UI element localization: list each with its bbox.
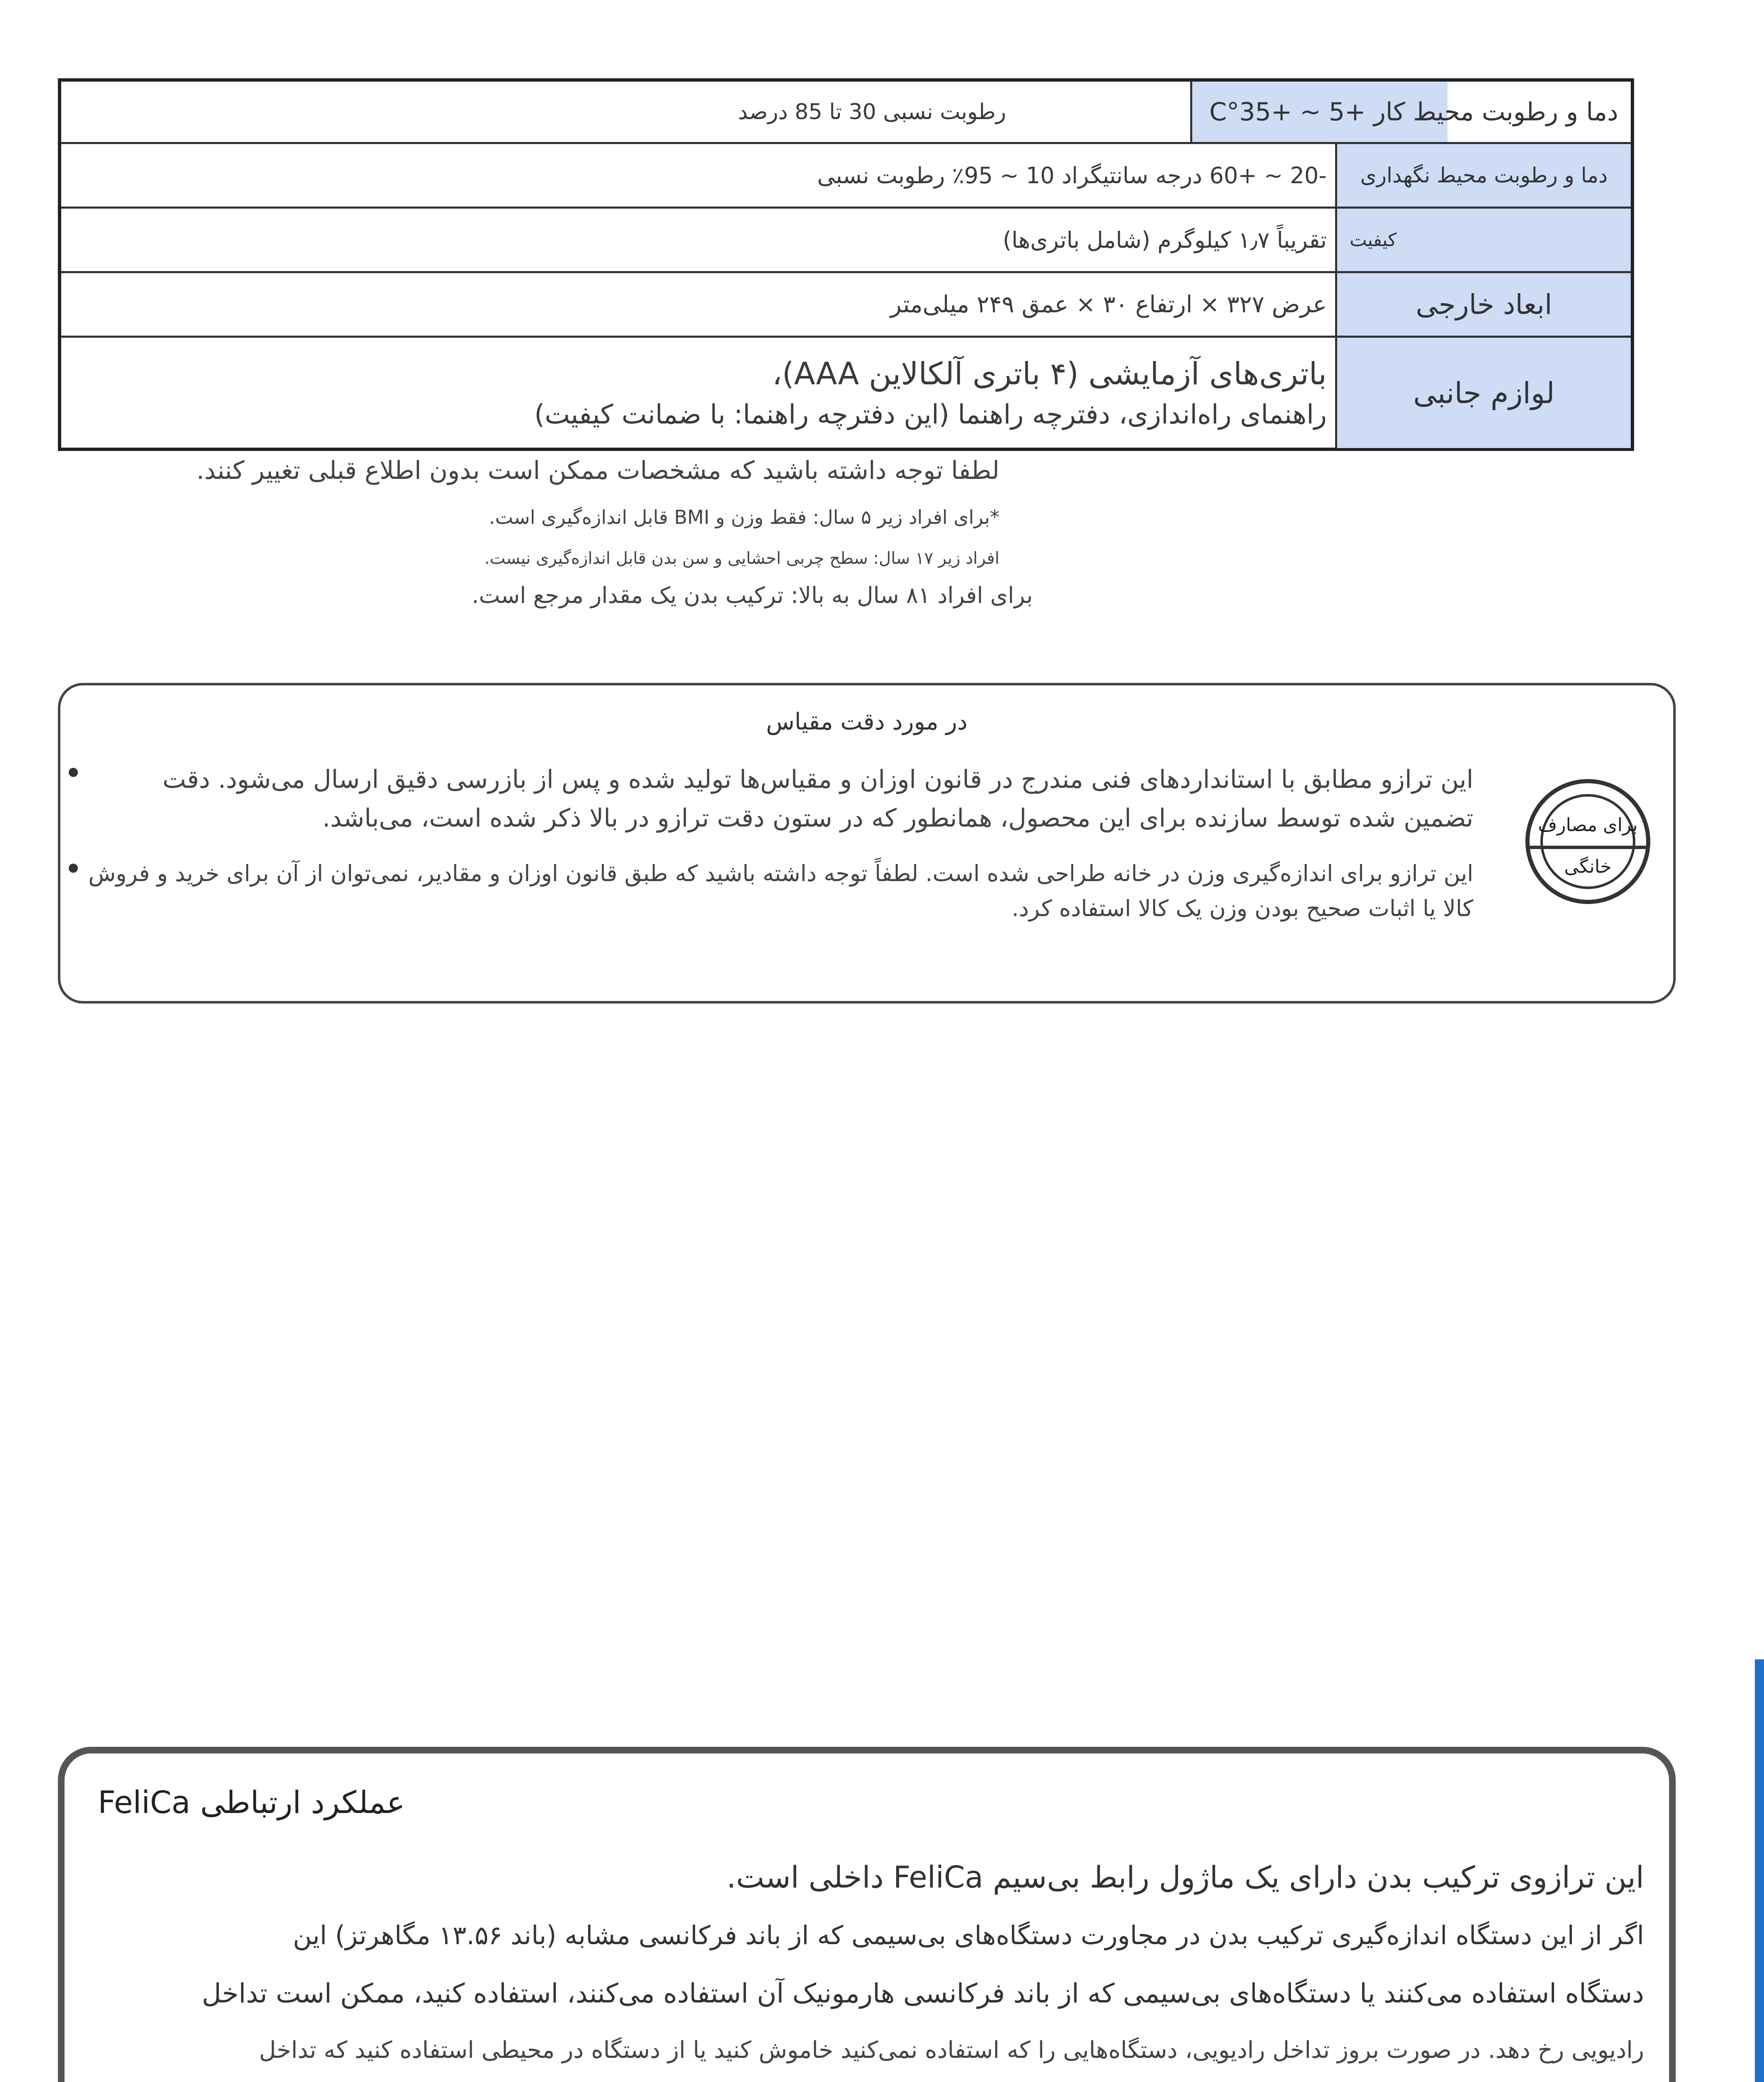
specifications-table xyxy=(58,78,1634,451)
felica-communication-box xyxy=(58,1747,1676,2082)
household-use-seal-icon xyxy=(1525,779,1650,904)
accessories-line-2: راهنمای راه‌اندازی، دفترچه راهنما (این دفترچه راهنما: با ضمانت کیفیت) xyxy=(534,399,1327,430)
felica-text-line: دستگاه استفاده می‌کنند یا دستگاه‌های بی‌سیمی که از باند فرکانسی هارمونیک آن استفاده می‌کنند، استفاده کنید، ممکن است تداخل xyxy=(202,1978,1644,2009)
felica-text-line: این ترازوی ترکیب بدن دارای یک ماژول رابط بی‌سیم FeliCa داخلی است. xyxy=(726,1860,1644,1895)
spec-value-dimensions: عرض ۳۲۷ × ارتفاع ۳۰ × عمق ۲۴۹ میلی‌متر xyxy=(890,291,1327,318)
seal-text-bottom: خانگی xyxy=(1564,856,1612,877)
specification-change-note: لطفا توجه داشته باشید که مشخصات ممکن است بدون اطلاع قبلی تغییر کنند. xyxy=(196,456,999,485)
bullet-icon xyxy=(69,864,78,873)
bullet-icon xyxy=(69,768,78,777)
scale-accuracy-box xyxy=(58,683,1676,1004)
spec-value-weight: تقریباً ۱٫۷ کیلوگرم (شامل باتری‌ها) xyxy=(1002,227,1327,253)
footnote-under-5: *برای افراد زیر ۵ سال: فقط وزن و BMI قابل اندازه‌گیری است. xyxy=(489,506,999,528)
table-row xyxy=(61,273,1631,338)
footnote-over-81: برای افراد ۸۱ سال به بالا: ترکیب بدن یک مقدار مرجع است. xyxy=(471,582,1033,608)
table-row xyxy=(61,144,1631,209)
section-side-bar xyxy=(1755,1659,1764,2082)
felica-text-line: اگر از این دستگاه اندازه‌گیری ترکیب بدن در مجاورت دستگاه‌های بی‌سیمی که از باند فرکانسی مشابه (باند ۱۳.۵۶ مگاهرتز) این xyxy=(293,1920,1644,1950)
household-use-paragraph-text: این ترازو برای اندازه‌گیری وزن در خانه طراحی شده است. لطفاً توجه داشته باشید که طبق قانون اوزان و مقادیر، نمی‌توان از آن برای خرید و فروش کالا یا اثبات صحیح بودن وزن یک کالا استفاده کرد. xyxy=(88,860,1473,921)
household-use-paragraph xyxy=(85,856,1473,926)
footnote-under-17: افراد زیر ۱۷ سال: سطح چربی احشایی و سن بدن قابل اندازه‌گیری نیست. xyxy=(484,549,999,568)
seal-text-top: برای مصارف xyxy=(1538,814,1638,836)
table-row xyxy=(61,338,1631,448)
accuracy-paragraph xyxy=(85,760,1473,838)
scale-accuracy-title: در مورد دقت مقیاس xyxy=(766,708,968,735)
spec-value-operating-environment: رطوبت نسبی 30 تا 85 درصد xyxy=(738,99,1006,125)
table-row xyxy=(61,82,1631,144)
spec-label-accessories: لوازم جانبی xyxy=(1335,338,1631,448)
spec-label-dimensions: ابعاد خارجی xyxy=(1335,273,1631,336)
spec-label-storage-environment: دما و رطوبت محیط نگهداری xyxy=(1335,144,1631,207)
table-row xyxy=(61,209,1631,273)
spec-label-operating-environment: دما و رطوبت محیط کار +5 ~ +35°C xyxy=(1190,82,1631,142)
felica-title: عملکرد ارتباطی FeliCa xyxy=(98,1785,405,1821)
felica-text-line: رادیویی رخ دهد. در صورت بروز تداخل رادیویی، دستگاه‌هایی را که استفاده نمی‌کنید خاموش کنید یا از دستگاه در محیطی استفاده کنید که تداخل xyxy=(259,2037,1644,2064)
spec-label-weight: کیفیت xyxy=(1335,209,1631,271)
spec-value-storage-environment: -20 ~ +60 درجه سانتیگراد 10 ~ 95٪ رطوبت نسبی xyxy=(817,162,1327,189)
accessories-line-1: باتری‌های آزمایشی (۴ باتری آلکالاین AAA)، xyxy=(772,356,1327,392)
spec-value-accessories xyxy=(70,338,1327,448)
accuracy-paragraph-text: این ترازو مطابق با استانداردهای فنی مندرج در قانون اوزان و مقیاس‌ها تولید شده و پس از بازرسی دقیق ارسال می‌شود. دقت تضمین شده توسط سازنده برای این محصول، همانطور که در ستون دقت ترازو در بالا ذکر شده است، می‌باشد. xyxy=(162,765,1473,833)
